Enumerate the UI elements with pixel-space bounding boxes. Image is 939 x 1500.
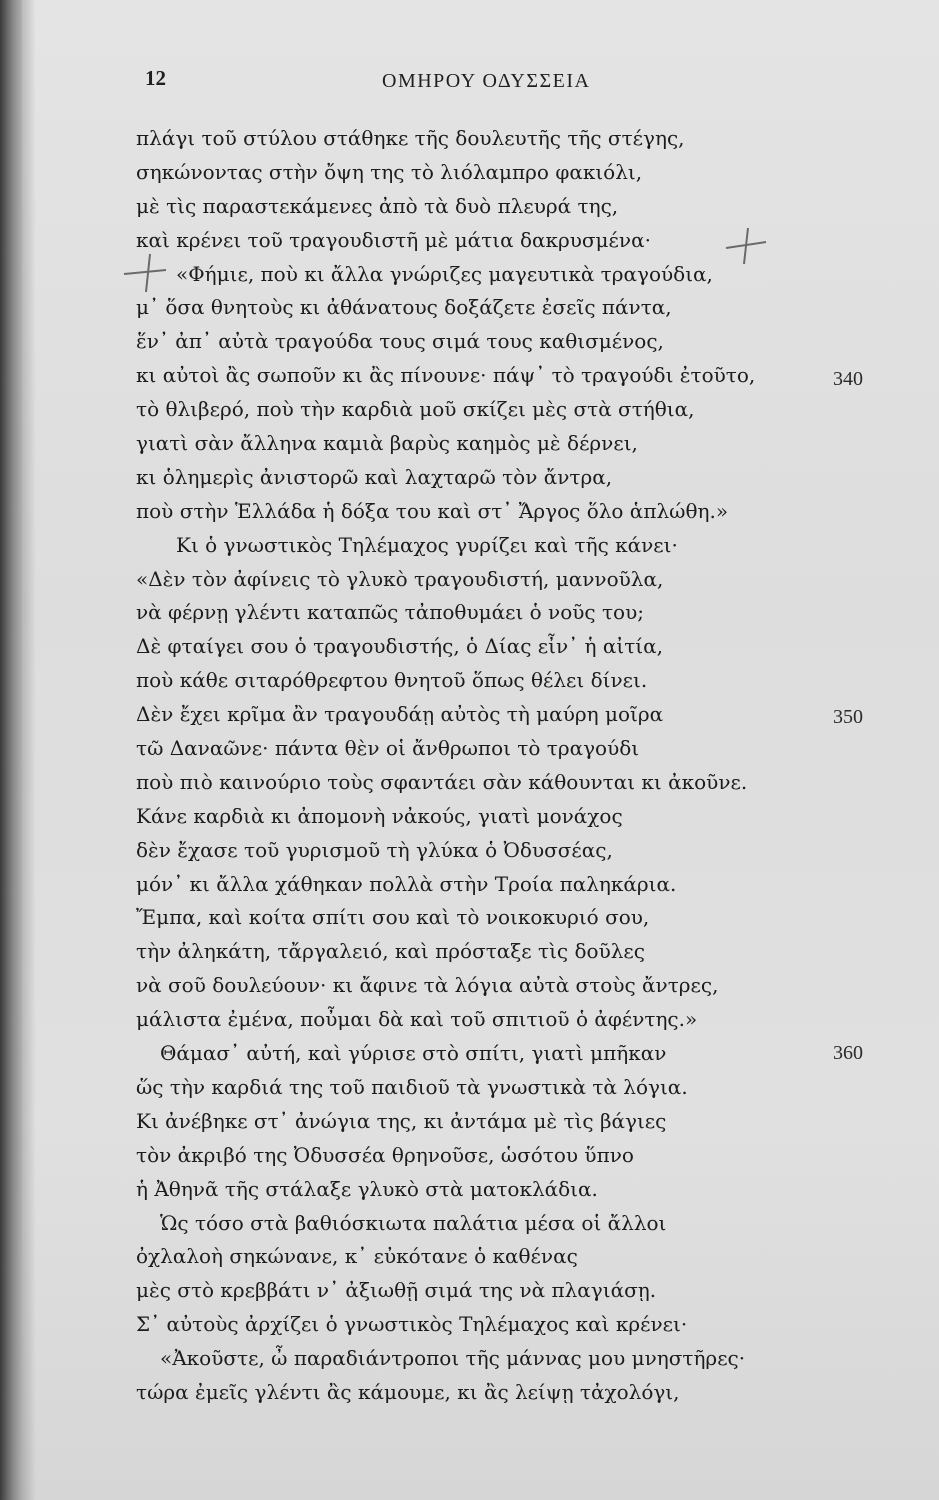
verse-line: Σ᾽ αὐτοὺς ἀρχίζει ὁ γνωστικὸς Τηλέμαχος καὶ κρένει·: [136, 1312, 688, 1337]
verse-line: Ὡς τόσο στὰ βαθιόσκιωτα παλάτια μέσα οἱ ἄλλοι: [160, 1210, 667, 1235]
line-number-350: 350: [833, 706, 863, 728]
verse-line: νὰ σοῦ δουλεύουν· κι ἄφινε τὰ λόγια αὐτὰ στοὺς ἄντρες,: [136, 973, 719, 998]
verse-line: ὥς τὴν καρδιά της τοῦ παιδιοῦ τὰ γνωστικὰ τὰ λόγια.: [136, 1074, 688, 1099]
verse-line: Ἔμπα, καὶ κοίτα σπίτι σου καὶ τὸ νοικοκυριό σου,: [136, 905, 650, 930]
verse-line: μάλιστα ἐμένα, ποὖμαι δὰ καὶ τοῦ σπιτιοῦ ὁ ἀφέντης.»: [136, 1007, 698, 1032]
verse-line: κι αὐτοὶ ἂς σωποῦν κι ἂς πίνουνε· πάψ᾽ τὸ τραγούδι ἐτοῦτο,: [136, 363, 756, 388]
book-page: [22, 0, 939, 1500]
verse-line: «Δὲν τὸν ἀφίνεις τὸ γλυκὸ τραγουδιστή, μαννοῦλα,: [136, 566, 664, 591]
verse-line: «Φήμιε, ποὺ κι ἄλλα γνώριζες μαγευτικὰ τραγούδια,: [176, 261, 713, 286]
verse-line: μὲς στὸ κρεββάτι ν᾽ ἀξιωθῇ σιμά της νὰ πλαγιάσῃ.: [136, 1278, 657, 1303]
verse-line: ποὺ στὴν Ἑλλάδα ἡ δόξα του καὶ στ᾽ Ἄργος ὅλο ἁπλώθη.»: [136, 498, 729, 523]
verse-line: Δὲ φταίγει σου ὁ τραγουδιστής, ὁ Δίας εἶν᾽ ἡ αἰτία,: [136, 634, 663, 659]
verse-line: καὶ κρένει τοῦ τραγουδιστῆ μὲ μάτια δακρυσμένα·: [136, 227, 651, 252]
verse-line: Δὲν ἔχει κρῖμα ἂν τραγουδάῃ αὐτὸς τὴ μαύρη μοῖρα: [136, 702, 664, 727]
book-spine-edge: [0, 0, 22, 1500]
line-number-360: 360: [833, 1042, 863, 1064]
poem-text-block: [136, 122, 826, 1410]
verse-line: τώρα ἐμεῖς γλέντι ἂς κάμουμε, κι ἂς λείψῃ τἀχολόγι,: [136, 1379, 680, 1404]
running-head-title: ΟΜΗΡΟΥ ΟΔΥΣΣΕΙΑ: [382, 70, 591, 92]
verse-line: νὰ φέρνῃ γλέντι καταπῶς τἀποθυμάει ὁ νοῦς του;: [136, 600, 644, 625]
verse-line: γιατὶ σὰν ἄλληνα καμιὰ βαρὺς καημὸς μὲ δέρνει,: [136, 431, 638, 456]
verse-line: μ᾽ ὅσα θνητοὺς κι ἀθάνατους δοξάζετε ἐσεῖς πάντα,: [136, 295, 672, 320]
verse-line: μὲ τὶς παραστεκάμενες ἀπὸ τὰ δυὸ πλευρά της,: [136, 193, 619, 218]
verse-line: ἕν᾽ ἀπ᾽ αὐτὰ τραγούδα τους σιμά τους καθισμένος,: [136, 329, 664, 354]
verse-line: Θάμασ᾽ αὐτή, καὶ γύρισε στὸ σπίτι, γιατὶ μπῆκαν: [160, 1041, 667, 1066]
verse-line: Κι ἀνέβηκε στ᾽ ἀνώγια της, κι ἀντάμα μὲ τὶς βάγιες: [136, 1108, 667, 1133]
page-number: 12: [145, 66, 166, 90]
verse-line: δὲν ἔχασε τοῦ γυρισμοῦ τὴ γλύκα ὁ Ὀδυσσέας,: [136, 837, 613, 862]
verse-line: ποὺ κάθε σιταρόθρεφτου θνητοῦ ὅπως θέλει δίνει.: [136, 668, 648, 693]
verse-line: πλάγι τοῦ στύλου στάθηκε τῆς δουλευτῆς τῆς στέγης,: [136, 126, 685, 150]
verse-line: κι ὁλημερὶς ἀνιστορῶ καὶ λαχταρῶ τὸν ἄντρα,: [136, 464, 613, 489]
verse-line: τὸν ἀκριβό της Ὀδυσσέα θρηνοῦσε, ὡσότου ὕπνο: [136, 1142, 634, 1167]
verse-line: Κάνε καρδιὰ κι ἀπομονὴ νἀκούς, γιατὶ μονάχος: [136, 803, 623, 828]
verse-line: ποὺ πιὸ καινούριο τοὺς σφαντάει σὰν κάθουνται κι ἀκοῦνε.: [136, 769, 748, 794]
verse-line: ὀχλαλοὴ σηκώνανε, κ᾽ εὐκότανε ὁ καθένας: [136, 1244, 578, 1269]
verse-line: σηκώνοντας στὴν ὄψη της τὸ λιόλαμπρο φακιόλι,: [136, 159, 643, 184]
verse-line: Κι ὁ γνωστικὸς Τηλέμαχος γυρίζει καὶ τῆς κάνει·: [176, 532, 678, 557]
verse-line: τὸ θλιβερό, ποὺ τὴν καρδιὰ μοῦ σκίζει μὲς στὰ στήθια,: [136, 397, 695, 422]
line-number-340: 340: [833, 368, 863, 390]
verse-line: τὴν ἀληκάτη, τἄργαλειό, καὶ πρόσταξε τὶς δοῦλες: [136, 939, 645, 964]
verse-line: τῶ Δαναῶνε· πάντα θὲν οἱ ἄνθρωποι τὸ τραγούδι: [136, 736, 640, 761]
verse-line: μόν᾽ κι ἄλλα χάθηκαν πολλὰ στὴν Τροία παληκάρια.: [136, 871, 677, 896]
verse-line: ἡ Ἀθηνᾶ τῆς στάλαξε γλυκὸ στὰ ματοκλάδια.: [136, 1176, 598, 1201]
verse-line: «Ἀκοῦστε, ὦ παραδιάντροποι τῆς μάννας μου μνηστῆρες·: [160, 1346, 746, 1371]
